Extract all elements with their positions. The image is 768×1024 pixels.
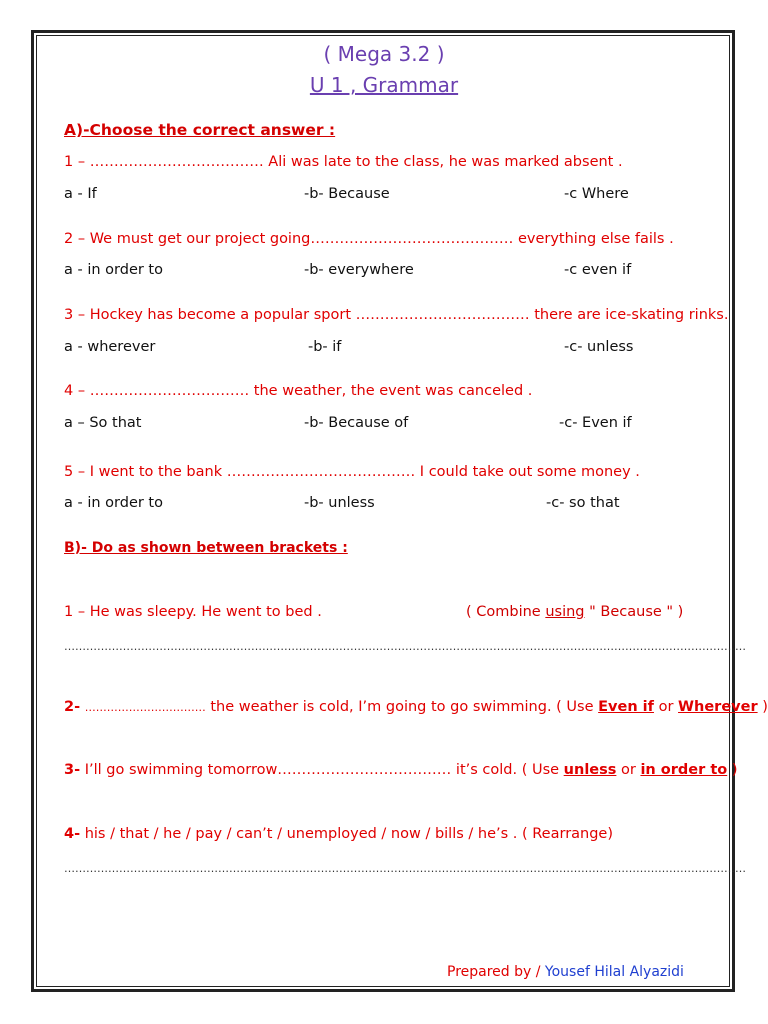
question-3-option-b: -b- if xyxy=(308,339,342,355)
question-2-stem: 2 – We must get our project going…………………………………… everything else fails . xyxy=(64,231,674,247)
question-3-option-a: a - wherever xyxy=(64,339,156,355)
question-2-option-b: -b- everywhere xyxy=(304,262,414,278)
question-1-option-a: a - If xyxy=(64,186,97,202)
question-4-option-b: -b- Because of xyxy=(304,415,409,431)
b-question-2: 2- …………………………… the weather is cold, I’m going to go swimming. ( Use Even if or Wherever ) xyxy=(64,699,768,715)
question-5-stem: 5 – I went to the bank ………………………………… I could take out some money . xyxy=(64,464,640,480)
question-2-option-a: a - in order to xyxy=(64,262,163,278)
question-4-stem: 4 – …………………………… the weather, the event was canceled . xyxy=(64,383,533,399)
question-5-option-c: -c- so that xyxy=(546,495,620,511)
author-name: Yousef Hilal Alyazidi xyxy=(544,964,684,980)
prepared-by: Prepared by / Yousef Hilal Alyazidi xyxy=(447,964,684,980)
question-4-option-a: a – So that xyxy=(64,415,142,431)
b-question-1: 1 – He was sleepy. He went to bed . xyxy=(64,604,322,620)
question-2-option-c: -c even if xyxy=(564,262,632,278)
question-3-stem: 3 – Hockey has become a popular sport ……………………………… there are ice-skating rinks. xyxy=(64,307,729,323)
question-5-option-b: -b- unless xyxy=(304,495,375,511)
question-4-option-c: -c- Even if xyxy=(559,415,632,431)
title-mega: ( Mega 3.2 ) xyxy=(323,42,445,66)
b-question-1-instruction: ( Combine using " Because " ) xyxy=(466,604,684,620)
section-a-heading: A)-Choose the correct answer : xyxy=(64,121,336,139)
question-1-option-c: -c Where xyxy=(564,186,629,202)
page-border-inner xyxy=(36,35,730,987)
section-b-heading: B)- Do as shown between brackets : xyxy=(64,540,348,556)
title-unit: U 1 , Grammar xyxy=(309,73,459,97)
b-question-4: 4- his / that / he / pay / can’t / unemployed / now / bills / he’s . ( Rearrange) xyxy=(64,826,614,842)
answer-line-1: …………………………………………………………………………………………………………………………………………………………………… xyxy=(64,640,746,653)
question-5-option-a: a - in order to xyxy=(64,495,163,511)
question-1-stem: 1 – ……………………………… Ali was late to the class, he was marked absent . xyxy=(64,154,623,170)
b-question-3: 3- I’ll go swimming tomorrow……………………………… it’s cold. ( Use unless or in order to ) xyxy=(64,762,738,778)
question-3-option-c: -c- unless xyxy=(564,339,634,355)
question-1-option-b: -b- Because xyxy=(304,186,390,202)
answer-line-4: …………………………………………………………………………………………………………………………………………………………………… xyxy=(64,862,746,875)
